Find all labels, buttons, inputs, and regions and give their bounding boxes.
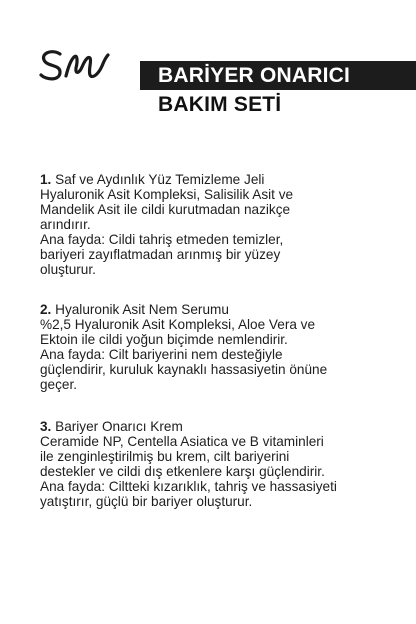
brand-logo-mark (38, 46, 112, 86)
title-line-2: BAKIM SETİ (158, 93, 282, 116)
brand-logo (38, 46, 112, 86)
product-number: 1. (40, 172, 52, 187)
benefit-line: Ana fayda: Cilt bariyerini nem desteğiyle (40, 347, 283, 362)
description-line: ile zenginleştirilmiş bu krem, cilt bariyerini (40, 449, 290, 464)
product-title: Bariyer Onarıcı Krem (55, 419, 183, 434)
product-number: 2. (40, 302, 52, 317)
description-line: Mandelik Asit ile cildi kurutmadan nazikçe (40, 202, 291, 217)
description-line: Ektoin ile cildi yoğun biçimde nemlendirir. (40, 332, 288, 347)
description-line: Hyaluronik Asit Kompleksi, Salisilik Asit ve (40, 187, 294, 202)
product-heading (40, 419, 380, 434)
product-item-1 (40, 172, 380, 277)
description-line: arındırır. (40, 217, 91, 232)
title-block (140, 61, 416, 120)
description-line: destekler ve cildi dış etkenlere karşı güçlendirir. (40, 464, 325, 479)
product-heading (40, 302, 380, 317)
title-line-1: BARİYER ONARICI (140, 61, 416, 90)
benefit-line: güçlendirir, kuruluk kaynaklı hassasiyetin önüne (40, 362, 328, 377)
benefit-line: yatıştırır, güçlü bir bariyer oluşturur. (40, 494, 253, 509)
product-item-3 (40, 419, 380, 509)
benefit-line: geçer. (40, 377, 78, 392)
description-line: %2,5 Hyaluronik Asit Kompleksi, Aloe Vera ve (40, 317, 316, 332)
benefit-line: Ana fayda: Ciltteki kızarıklık, tahriş ve hassasiyeti (40, 479, 337, 494)
description-line: Ceramide NP, Centella Asiatica ve B vitaminleri (40, 434, 324, 449)
benefit-line: bariyeri zayıflatmadan arınmış bir yüzey (40, 247, 281, 262)
benefit-line: Ana fayda: Cildi tahriş etmeden temizler, (40, 232, 284, 247)
product-item-2 (40, 302, 380, 392)
product-number: 3. (40, 419, 52, 434)
product-heading (40, 172, 380, 187)
product-title: Hyaluronik Asit Nem Serumu (55, 302, 229, 317)
product-title: Saf ve Aydınlık Yüz Temizleme Jeli (55, 172, 265, 187)
benefit-line: oluşturur. (40, 262, 96, 277)
